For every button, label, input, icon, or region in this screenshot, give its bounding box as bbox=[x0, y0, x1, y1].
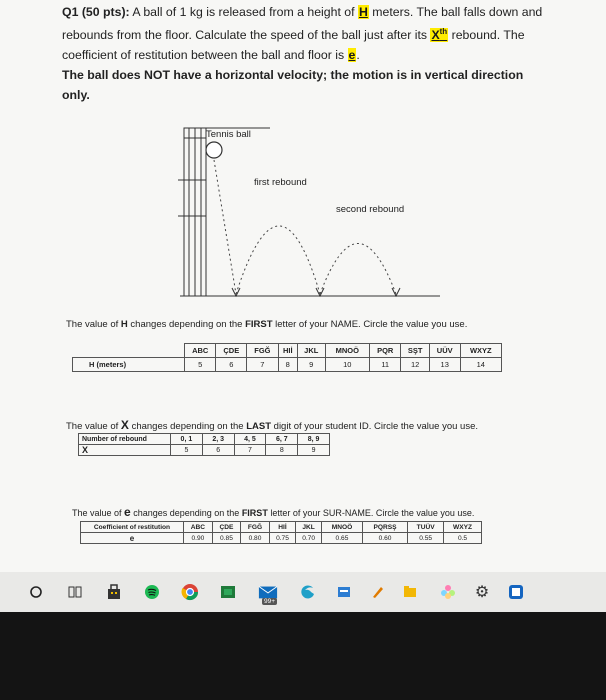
chrome-icon[interactable] bbox=[180, 582, 200, 602]
e-header: JKL bbox=[296, 522, 322, 533]
h-header: ÇDE bbox=[216, 344, 247, 358]
e-header: ÇDE bbox=[212, 522, 240, 533]
x-note-keyword: LAST bbox=[246, 421, 272, 432]
e-header: WXYZ bbox=[444, 522, 482, 533]
e-value: 0.70 bbox=[296, 533, 322, 544]
h-header: MNOÖ bbox=[325, 344, 369, 358]
h-note bbox=[66, 319, 467, 330]
e-note-part-2: changes depending on the bbox=[130, 508, 242, 518]
app-pen-icon[interactable] bbox=[368, 582, 388, 602]
h-note-part-2: changes depending on the bbox=[127, 319, 246, 330]
mail-badge: 99+ bbox=[264, 598, 276, 605]
h-value: 7 bbox=[247, 358, 278, 372]
e-header: PQRSŞ bbox=[362, 522, 407, 533]
question-part-4: . bbox=[356, 48, 360, 63]
app-flower-icon[interactable] bbox=[438, 582, 458, 602]
h-value: 12 bbox=[401, 358, 429, 372]
e-header: HIİ bbox=[269, 522, 295, 533]
h-table-corner bbox=[73, 344, 185, 358]
ruler-ticks bbox=[178, 128, 206, 296]
x-table bbox=[78, 433, 330, 456]
tennis-ball bbox=[206, 142, 222, 158]
h-value: 11 bbox=[369, 358, 400, 372]
question-part-2: meters. The ball falls down and rebounds from the floor. Calculate the speed of the ball just after its bbox=[62, 5, 543, 43]
app-green-icon[interactable] bbox=[218, 582, 238, 602]
x-header: 8, 9 bbox=[298, 434, 330, 445]
question-text bbox=[62, 2, 552, 105]
edge-icon[interactable] bbox=[298, 582, 318, 602]
x-value: 6 bbox=[202, 445, 234, 456]
arrow-icon bbox=[392, 288, 400, 296]
store-icon[interactable] bbox=[104, 582, 124, 602]
e-value: 0.55 bbox=[408, 533, 444, 544]
x-note-part-3: digit of your student ID. Circle the value you use. bbox=[271, 421, 479, 432]
var-x: X bbox=[431, 28, 440, 43]
x-table-value-row bbox=[79, 445, 330, 456]
app-blue-icon[interactable] bbox=[334, 582, 354, 602]
second-rebound-arc bbox=[320, 244, 396, 295]
x-value: 5 bbox=[171, 445, 203, 456]
e-note bbox=[72, 505, 474, 519]
x-header: 2, 3 bbox=[202, 434, 234, 445]
app-yellow-icon[interactable] bbox=[400, 582, 420, 602]
x-note-part-1: The value of bbox=[66, 421, 121, 432]
arrow-icon bbox=[316, 288, 324, 296]
search-circle-icon[interactable] bbox=[26, 582, 46, 602]
h-note-part-3: letter of your NAME. Circle the value you use. bbox=[272, 319, 468, 330]
h-value: 13 bbox=[429, 358, 460, 372]
e-value: 0.75 bbox=[269, 533, 295, 544]
h-header: PQR bbox=[369, 344, 400, 358]
arrow-icon bbox=[232, 288, 240, 296]
x-table-header-row bbox=[79, 434, 330, 445]
label-second-rebound: second rebound bbox=[336, 204, 405, 215]
e-table bbox=[80, 521, 482, 544]
x-header: 4, 5 bbox=[234, 434, 266, 445]
h-header: ABC bbox=[185, 344, 216, 358]
h-table-value-row bbox=[73, 358, 502, 372]
e-value: 0.60 bbox=[362, 533, 407, 544]
dark-bezel bbox=[0, 612, 606, 700]
e-row-label: e bbox=[81, 533, 184, 544]
question-part-1: A ball of 1 kg is released from a height of bbox=[129, 5, 358, 19]
h-table-header-row bbox=[73, 344, 502, 358]
x-header: 6, 7 bbox=[266, 434, 298, 445]
h-note-keyword: FIRST bbox=[245, 319, 273, 330]
h-row-label: H (meters) bbox=[73, 358, 185, 372]
var-x-highlight bbox=[430, 28, 448, 42]
x-note bbox=[66, 418, 478, 432]
x-value: 8 bbox=[266, 445, 298, 456]
e-header: ABC bbox=[184, 522, 213, 533]
mail-icon[interactable] bbox=[258, 582, 278, 605]
question-lead: Q1 (50 pts): bbox=[62, 5, 130, 19]
x-note-var: X bbox=[120, 418, 129, 432]
label-first-rebound: first rebound bbox=[254, 177, 307, 188]
e-value: 0.5 bbox=[444, 533, 482, 544]
h-note-part-1: The value of bbox=[66, 319, 121, 330]
taskbar bbox=[0, 572, 606, 612]
e-header: MNOÖ bbox=[322, 522, 363, 533]
var-x-sup: th bbox=[439, 27, 448, 36]
h-value: 6 bbox=[216, 358, 247, 372]
e-value: 0.90 bbox=[184, 533, 213, 544]
fall-path bbox=[214, 160, 236, 294]
e-note-var: e bbox=[124, 505, 131, 519]
x-value: 7 bbox=[234, 445, 266, 456]
e-head-label: Coefficient of restitution bbox=[81, 522, 184, 533]
h-value: 5 bbox=[185, 358, 216, 372]
h-header: FGĞ bbox=[247, 344, 278, 358]
question-part-3: rebound. The coefficient of restitution between the ball and floor is bbox=[62, 28, 525, 63]
spotify-icon[interactable] bbox=[142, 582, 162, 602]
e-value: 0.85 bbox=[212, 533, 240, 544]
e-table-value-row bbox=[81, 533, 482, 544]
h-note-var: H bbox=[120, 319, 128, 330]
var-e-highlight: e bbox=[348, 48, 356, 63]
e-note-keyword: FIRST bbox=[241, 508, 268, 518]
bounce-diagram-svg bbox=[170, 118, 450, 303]
bounce-diagram bbox=[170, 118, 450, 303]
x-note-part-2: changes depending on the bbox=[128, 421, 247, 432]
e-table-header-row bbox=[81, 522, 482, 533]
e-header: FGĞ bbox=[241, 522, 270, 533]
e-header: TUÜV bbox=[408, 522, 444, 533]
h-value: 10 bbox=[325, 358, 369, 372]
task-view-icon[interactable] bbox=[66, 582, 86, 602]
h-header: HIİ bbox=[278, 344, 297, 358]
h-header: WXYZ bbox=[460, 344, 501, 358]
e-note-part-1: The value of bbox=[72, 508, 125, 518]
app-blue-square-icon[interactable] bbox=[506, 582, 526, 602]
settings-gear-icon[interactable]: ⚙ bbox=[474, 584, 490, 601]
h-header: JKL bbox=[297, 344, 325, 358]
x-head-label: Number of rebound bbox=[79, 434, 171, 445]
e-value: 0.80 bbox=[241, 533, 270, 544]
h-header: SŞT bbox=[401, 344, 429, 358]
h-value: 9 bbox=[297, 358, 325, 372]
x-value: 9 bbox=[298, 445, 330, 456]
first-rebound-arc bbox=[236, 226, 320, 294]
e-note-part-3: letter of your SUR-NAME. Circle the value you use. bbox=[267, 508, 475, 518]
h-header: UÜV bbox=[429, 344, 460, 358]
question-bold-note: The ball does NOT have a horizontal velocity; the motion is in vertical direction only. bbox=[62, 68, 524, 103]
x-header: 0, 1 bbox=[171, 434, 203, 445]
h-value: 8 bbox=[278, 358, 297, 372]
e-value: 0.65 bbox=[322, 533, 363, 544]
label-tennis-ball: Tennis ball bbox=[206, 129, 251, 140]
h-value: 14 bbox=[460, 358, 501, 372]
var-h-highlight: H bbox=[358, 5, 368, 19]
x-row-label: X bbox=[79, 445, 171, 456]
h-table bbox=[72, 343, 502, 372]
